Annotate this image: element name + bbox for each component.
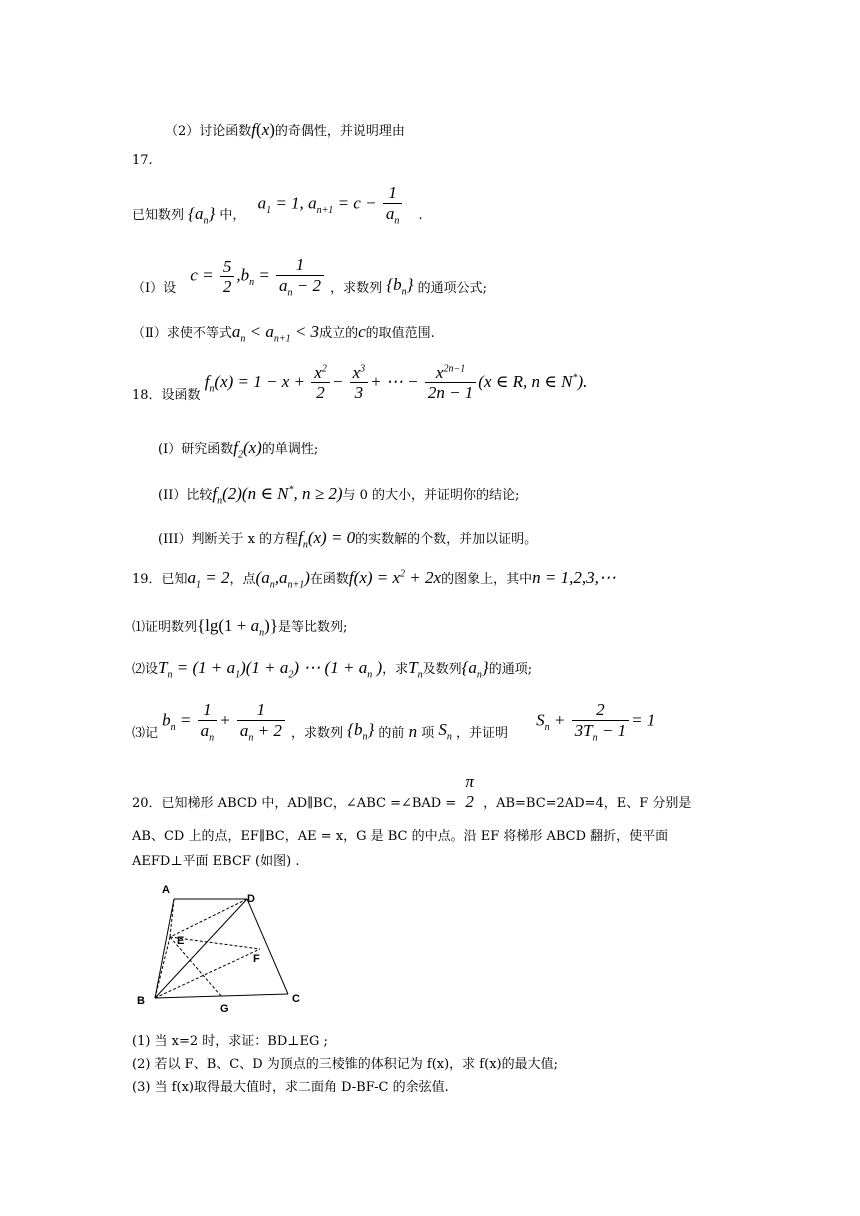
problem-18-part-1: (I）研究函数$f_2(x)$的单调性;	[158, 438, 319, 461]
problem-17-part-1: （Ⅰ）设 c = $\frac{5}{2}$ $,b_n$ = $\frac{1}{a_n - 2}$ ，求数列 $\{b_n\}$ 的通项公式;	[132, 255, 487, 298]
inequality: $a_n < a_{n+1} < 3$	[231, 322, 320, 345]
figure-label-F: F	[253, 953, 260, 965]
problem-20-line-3: AEFD⊥平面 EBCF (如图) .	[132, 854, 300, 869]
fn-definition: $f_n(x) = 1 - x$ + $\frac{x^2}{2}$ − $\frac{x^3}{3}$ + ⋯ − $\frac{x^{2n-1}}{2n - 1}$ (x ∈ R, n ∈ N*).	[204, 362, 588, 403]
pi-over-2: π 2	[465, 772, 474, 811]
problem-18-part-3: (III）判断关于 x 的方程$f_n(x) = 0$的实数解的个数，并加以证明。	[158, 528, 538, 551]
math-fx: f	[251, 120, 257, 139]
figure-label-E: E	[177, 935, 185, 947]
problem-20-part-3: (3) 当 f(x)取得最大值时，求二面角 D-BF-C 的余弦值.	[132, 1080, 449, 1095]
recurrence-formula: $a_1 = 1$, $a_{n+1} = c$ − $\frac{1}{a_n}$	[258, 183, 405, 226]
problem-19-part-1: ⑴证明数列$\{\lg(1 + a_n)\}$是等比数列;	[132, 616, 348, 639]
problem-20-part-2: (2) 若以 F、B、C、D 为顶点的三棱锥的体积记为 f(x)，求 f(x)的最大值;	[132, 1057, 558, 1072]
problem-17-intro: 已知数列 $\{a_n\}$ 中， $a_1 = 1$, $a_{n+1} = c$ − $\frac{1}{a_n}$ .	[132, 182, 423, 227]
problem-17-part-2: （Ⅱ）求使不等式$a_n < a_{n+1} < 3$成立的c的取值范围.	[132, 322, 435, 345]
figure-label-C: C	[292, 993, 300, 1005]
problem-19-part-2: ⑵设$T_n = (1 + a_1)(1 + a_2)$ ⋯ ($1 + a_n$ )，求$T_n$及数列$\{a_n\}$的通项;	[132, 658, 533, 681]
figure-label-B: B	[137, 995, 145, 1007]
problem-18-part-2: (II）比较$f_n(2)(n$ ∈ N*, n ≥ 2)与 0 的大小，并证明你的结论;	[158, 484, 520, 507]
problem-18-intro: 18．设函数 $f_n(x) = 1 - x$ + $\frac{x^2}{2}$ − $\frac{x^3}{3}$ + ⋯ − $\frac{x^{2n-1}}{2n - 1}$ (x ∈ R, n ∈ N*).	[132, 362, 588, 403]
problem-20-part-1: (1) 当 x=2 时，求证：BD⊥EG ;	[132, 1034, 328, 1049]
problem-19-part-3: ⑶记 $b_n$ = $\frac{1}{a_n}$ + $\frac{1}{a_n + 2}$ ，求数列 $\{b_n\}$ 的前 n 项 $S_n$ ，并证明 $S_n$ + $\frac{2}{3T_n - 1}$ = 1	[132, 700, 656, 743]
problem-20-line-2: AB、CD 上的点，EF∥BC，AE = x，G 是 BC 的中点。沿 EF 将梯形 ABCD 翻折，使平面	[132, 829, 669, 844]
figure-label-G: G	[220, 1003, 229, 1015]
figure-label-D: D	[247, 893, 255, 905]
figure-label-A: A	[162, 884, 170, 896]
problem-17-number: 17.	[132, 153, 153, 168]
bn-definition: c = $\frac{5}{2}$ $,b_n$ = $\frac{1}{a_n - 2}$	[190, 255, 326, 298]
problem-16-part-2: （2）讨论函数f(x)的奇偶性，并说明理由	[165, 120, 405, 139]
problem-19-intro: 19．已知$a_1 = 2$，点$(a_n,a_{n+1})$在函数$f(x) = x^2 + 2x$的图象上，其中n = 1,2,3,⋯	[132, 568, 616, 591]
folded-trapezoid-figure	[132, 880, 312, 1015]
problem-20-line-1: 20．已知梯形 ABCD 中，AD∥BC，∠ABC =∠BAD = π 2 ，AB=BC=2AD=4，E、F 分别是	[132, 772, 692, 811]
